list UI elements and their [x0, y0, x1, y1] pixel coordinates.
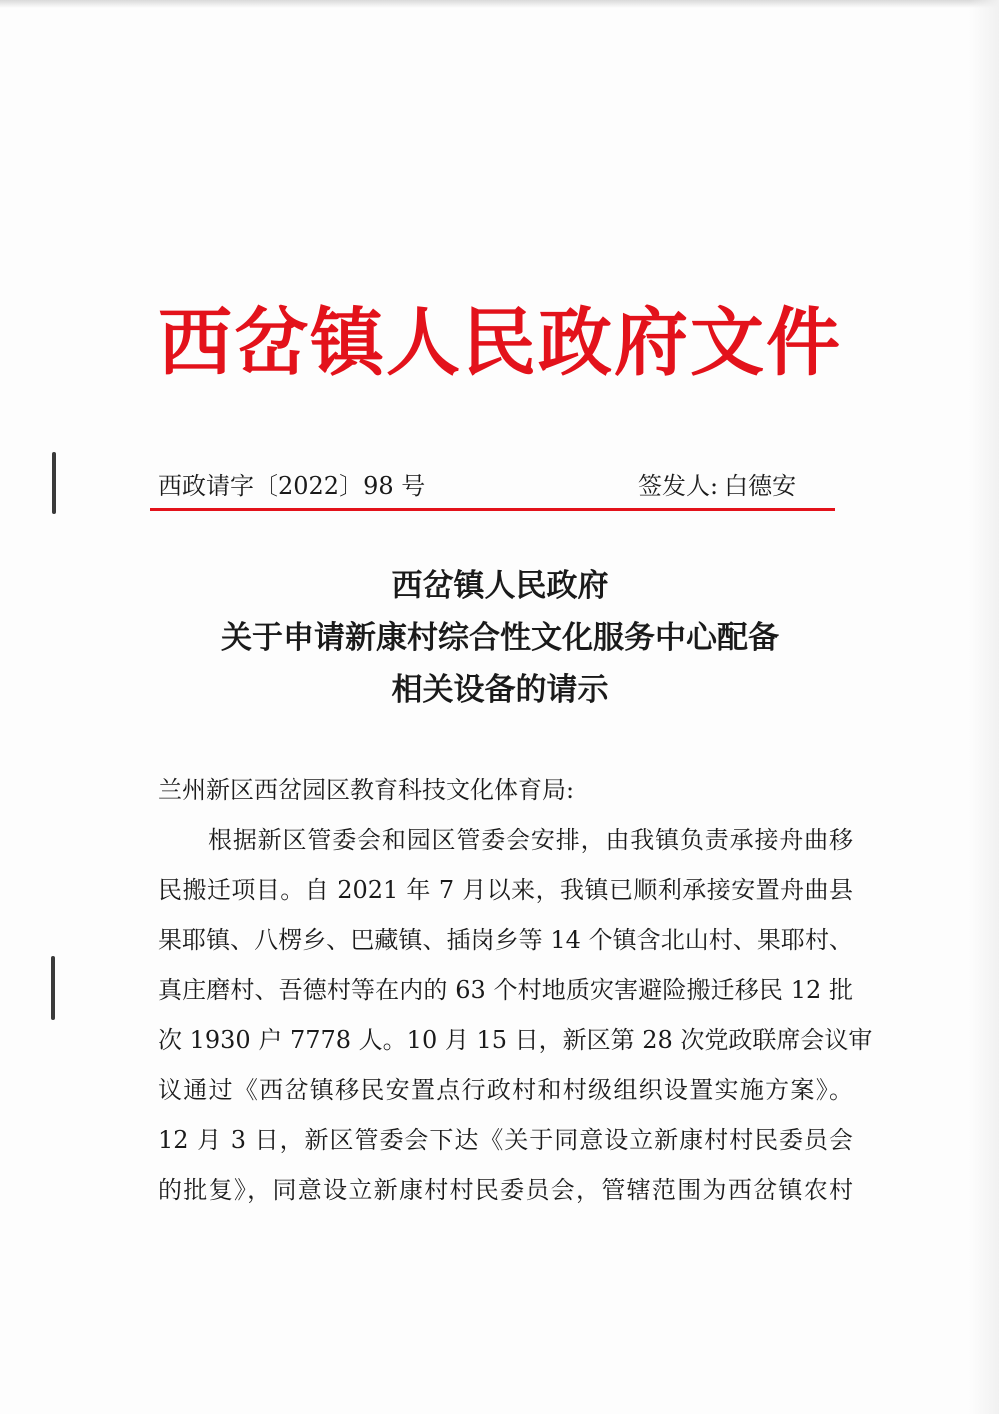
- body-line: 根据新区管委会和园区管委会安排，由我镇负责承接舟曲移: [208, 826, 853, 854]
- title-line: 相关设备的请示: [391, 672, 609, 708]
- body-line: 真庄磨村、吾德村等在内的 63 个村地质灾害避险搬迁移民 12 批: [158, 976, 853, 1004]
- signer-name: 白德安: [724, 472, 797, 500]
- scan-shadow-top: [0, 0, 999, 8]
- signer-line: [638, 466, 796, 506]
- title-line: 西岔镇人民政府: [391, 568, 609, 604]
- body-paragraph: [158, 820, 873, 1220]
- body-line: 的批复》，同意设立新康村村民委员会，管辖范围为西岔镇农村: [158, 1176, 853, 1204]
- title-line: 关于申请新康村综合性文化服务中心配备: [221, 620, 779, 656]
- scan-shadow-right: [969, 0, 999, 1414]
- addressee: 兰州新区西岔园区教育科技文化体育局:: [158, 776, 575, 804]
- document-number: 西政请字〔2022〕98 号: [158, 472, 426, 500]
- document-title: [150, 560, 850, 716]
- binding-staple-mark: [52, 452, 56, 514]
- body-line: 次 1930 户 7778 人。10 月 15 日，新区第 28 次党政联席会议审: [158, 1026, 873, 1054]
- body-line: 12 月 3 日，新区管委会下达《关于同意设立新康村村民委员会: [158, 1126, 853, 1154]
- document-masthead: 西岔镇人民政府文件: [158, 300, 842, 386]
- body-line: 民搬迁项目。自 2021 年 7 月以来，我镇已顺利承接安置舟曲县: [158, 876, 853, 904]
- signer-label: 签发人:: [638, 472, 719, 500]
- body-line: 果耶镇、八楞乡、巴藏镇、插岗乡等 14 个镇含北山村、果耶村、: [158, 926, 853, 954]
- body-line: 议通过《西岔镇移民安置点行政村和村级组织设置实施方案》。: [158, 1076, 853, 1104]
- red-separator-rule: [150, 508, 835, 511]
- binding-staple-mark: [51, 956, 55, 1020]
